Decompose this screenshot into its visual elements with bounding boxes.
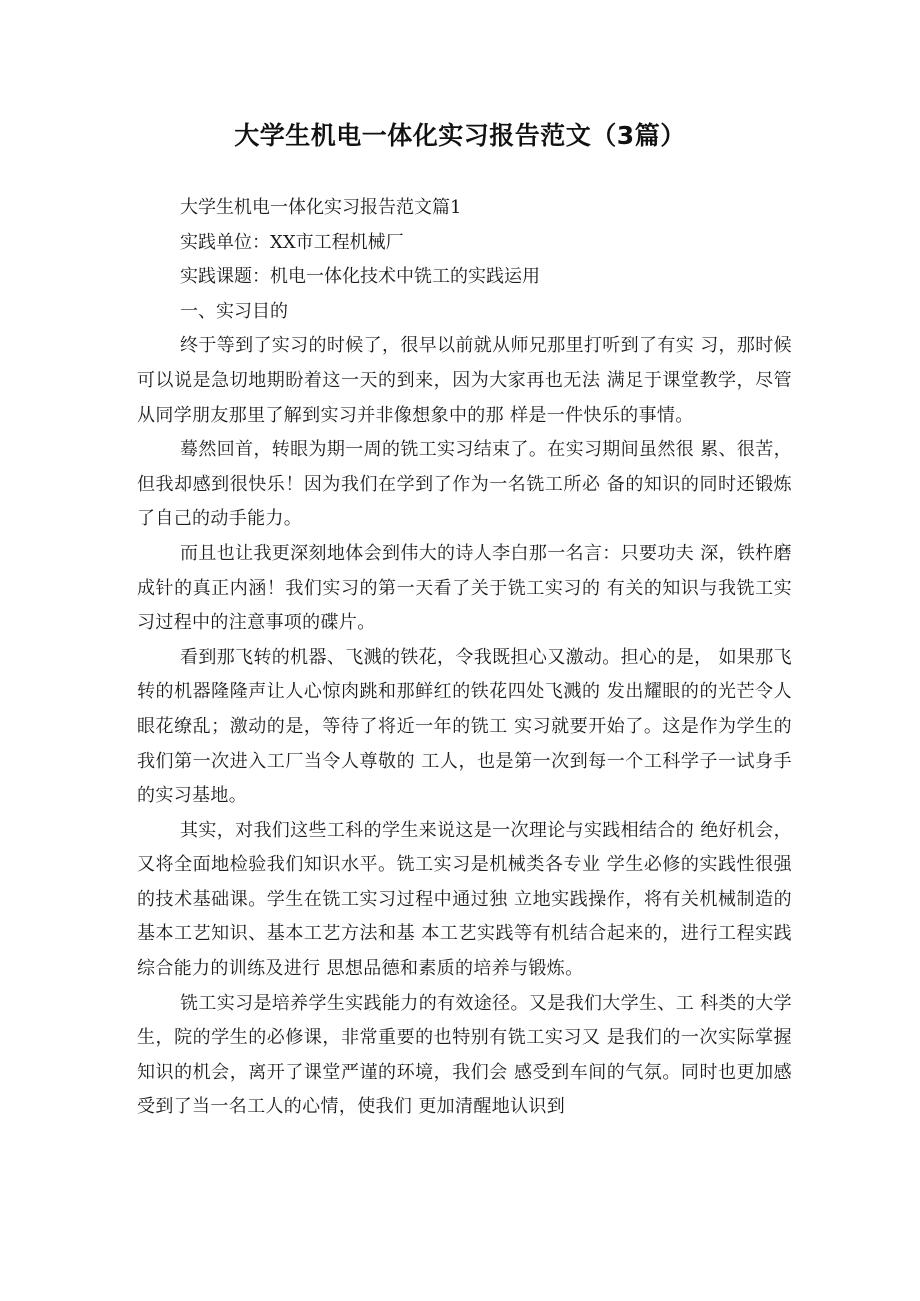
document-title: 大学生机电一体化实习报告范文（3篇） [234,121,686,150]
paragraph: 其实，对我们这些工科的学生来说这是一次理论与实践相结合的 绝好机会，又将全面地检验我们知识水平。铣工实习是机械类各专业 学生必修的实践性很强的技术基础课。学生在铣工实习过程中通过独 立地实践操作，将有关机械制造的基本工艺知识、基本工艺方法和基 本工艺实践等有机结合起来的，进行工程实践综合能力的训练及进行 思想品德和素质的培养与锻炼。 [137,819,792,980]
document-body [137,191,792,1125]
paragraph: 而且也让我更深刻地体会到伟大的诗人李白那一名言：只要功夫 深，铁杵磨成针的真正内涵！我们实习的第一天看了关于铣工实习的 有关的知识与我铣工实习过程中的注意事项的碟片。 [137,542,792,634]
subsection-heading: 一、实习目的 [180,300,288,322]
practice-topic-line: 实践课题：机电一体化技术中铣工的实践运用 [180,266,540,288]
paragraph: 终于等到了实习的时候了，很早以前就从师兄那里打听到了有实 习，那时候可以说是急切地期盼着这一天的到来，因为大家再也无法 满足于课堂教学，尽管从同学朋友那里了解到实习并非像想象中的那 样是一件快乐的事情。 [137,335,792,426]
paragraph: 看到那飞转的机器、飞溅的铁花，令我既担心又激动。担心的是， 如果那飞转的机器隆隆声让人心惊肉跳和那鲜红的铁花四处飞溅的 发出耀眼的的光芒令人眼花缭乱；激动的是，等待了将近一年的铣工 实习就要开始了。这是作为学生的我们第一次进入工厂当令人尊敬的 工人，也是第一次到每一个工科学子一试身手的实习基地。 [137,646,792,807]
paragraph: 铣工实习是培养学生实践能力的有效途径。又是我们大学生、工 科类的大学生，院的学生的必修课，非常重要的也特别有铣工实习又 是我们的一次实际掌握知识的机会，离开了课堂严谨的环境，我们会 感受到车间的气氛。同时也更加感受到了当一名工人的心情，使我们 更加清醒地认识到 [137,992,792,1118]
paragraph: 蓦然回首，转眼为期一周的铣工实习结束了。在实习期间虽然很 累、很苦，但我却感到很快乐！因为我们在学到了作为一名铣工所必 备的知识的同时还锻炼了自己的动手能力。 [137,439,792,530]
section-heading: 大学生机电一体化实习报告范文篇1 [180,197,462,218]
practice-unit-line: 实践单位：XX市工程机械厂 [180,231,404,253]
